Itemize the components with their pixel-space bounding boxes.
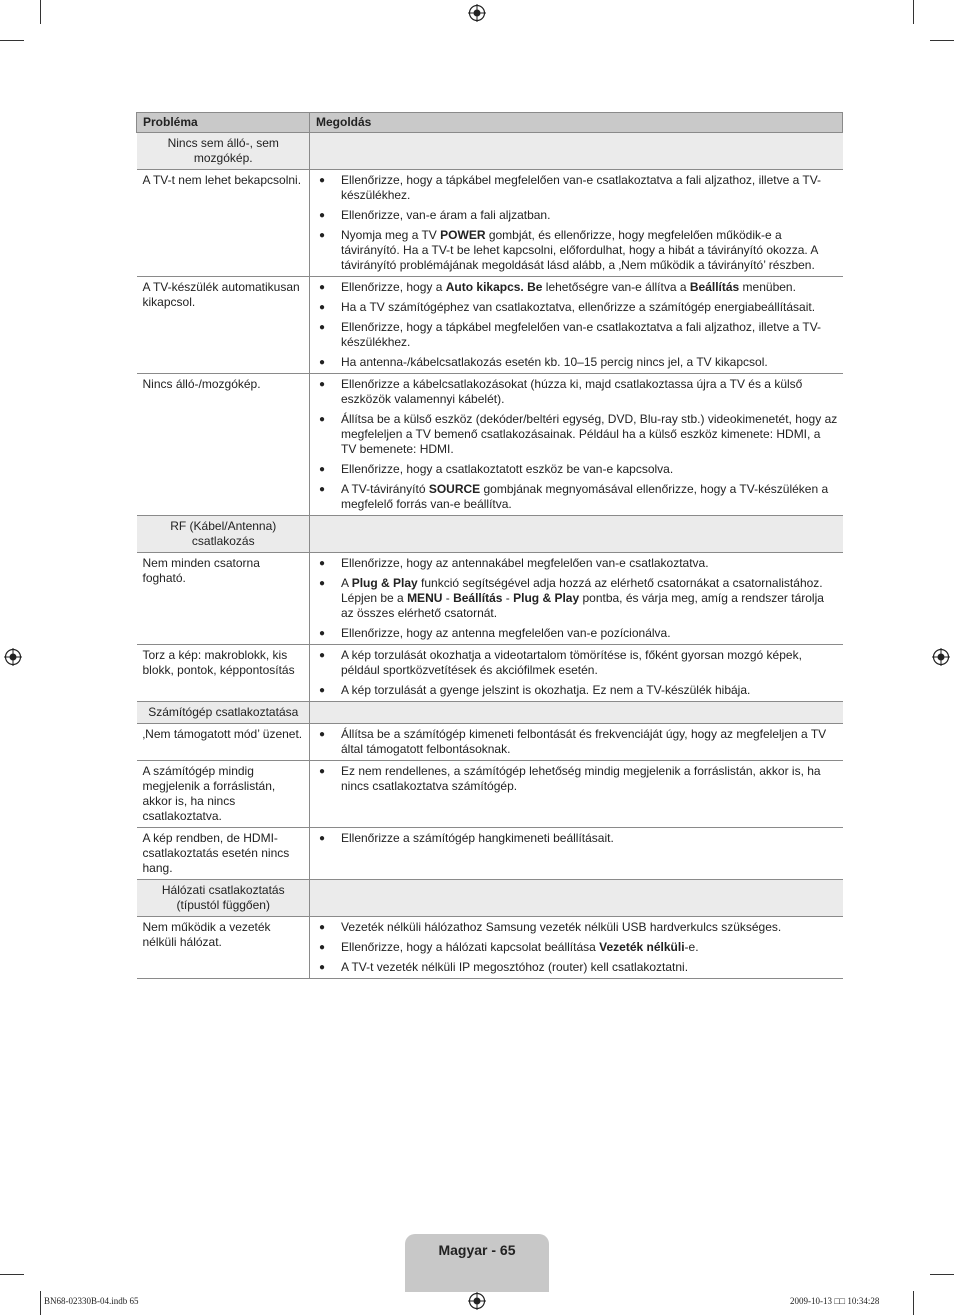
- solution-item: ● Ellenőrizze, hogy az antenna megfelelően van-e pozícionálva.: [316, 626, 838, 641]
- solution-list: [316, 173, 838, 273]
- solution-cell: [310, 553, 843, 645]
- table-row: [137, 917, 843, 979]
- solution-item: ● A kép torzulását a gyenge jelszint is okozhatja. Ez nem a TV-készülék hibája.: [316, 683, 838, 698]
- registration-mark-icon: [932, 648, 950, 666]
- registration-mark-icon: [468, 4, 486, 22]
- solution-cell: [310, 702, 843, 724]
- section-title: Hálózati csatlakoztatás (típustól függően): [137, 880, 310, 917]
- solution-list: [316, 377, 838, 512]
- table-row: [137, 170, 843, 277]
- solution-item: ● Ellenőrizze, hogy a Auto kikapcs. Be lehetőségre van-e állítva a Beállítás menüben.: [316, 280, 838, 295]
- solution-cell: [310, 761, 843, 828]
- solution-cell: [310, 170, 843, 277]
- solution-cell: [310, 880, 843, 917]
- solution-item: ● Ellenőrizze, van-e áram a fali aljzatban.: [316, 208, 838, 223]
- registration-mark-icon: [468, 1292, 486, 1310]
- table-row: [137, 645, 843, 702]
- solution-item: ● Ha antenna-/kábelcsatlakozás esetén kb. 10–15 percig nincs jel, a TV kikapcsol.: [316, 355, 838, 370]
- crop-mark: [930, 40, 954, 41]
- table-body: [137, 133, 843, 979]
- solution-cell: [310, 828, 843, 880]
- crop-mark: [40, 0, 41, 24]
- section-row: [137, 133, 843, 170]
- solution-item: ● Ellenőrizze, hogy az antennakábel megfelelően van-e csatlakoztatva.: [316, 556, 838, 571]
- crop-mark: [0, 1274, 24, 1275]
- file-info: BN68-02330B-04.indb 65: [44, 1296, 139, 1306]
- solution-list: [316, 648, 838, 698]
- problem-cell: A TV-készülék automatikusan kikapcsol.: [137, 277, 310, 374]
- solution-item: ● A TV-távirányító SOURCE gombjának megnyomásával ellenőrizze, hogy a TV-készüléken a megfelelő forrás van-e beállítva.: [316, 482, 838, 512]
- table-row: [137, 277, 843, 374]
- solution-item: ● Ellenőrizze, hogy a tápkábel megfelelően van-e csatlakoztatva a fali aljzathoz, illetve a TV-készülékhez.: [316, 173, 838, 203]
- table-row: [137, 553, 843, 645]
- crop-mark: [0, 40, 24, 41]
- table-row: [137, 724, 843, 761]
- table-row: [137, 828, 843, 880]
- solution-list: [316, 727, 838, 757]
- solution-cell: [310, 133, 843, 170]
- table-row: [137, 374, 843, 516]
- solution-cell: [310, 374, 843, 516]
- section-row: [137, 880, 843, 917]
- section-title: Nincs sem álló-, sem mozgókép.: [137, 133, 310, 170]
- section-row: [137, 702, 843, 724]
- solution-cell: [310, 917, 843, 979]
- table-row: [137, 761, 843, 828]
- solution-item: ● Ellenőrizze, hogy a csatlakoztatott eszköz be van-e kapcsolva.: [316, 462, 838, 477]
- problem-cell: A számítógép mindig megjelenik a forráslistán, akkor is, ha nincs csatlakoztatva.: [137, 761, 310, 828]
- crop-mark: [930, 1274, 954, 1275]
- section-title: Számítógép csatlakoztatása: [137, 702, 310, 724]
- solution-cell: [310, 645, 843, 702]
- solution-item: ● Ellenőrizze, hogy a tápkábel megfelelően van-e csatlakoztatva a fali aljzathoz, illetve a TV-készülékhez.: [316, 320, 838, 350]
- crop-mark: [913, 1291, 914, 1315]
- solution-item: ● Állítsa be a külső eszköz (dekóder/beltéri egység, DVD, Blu-ray stb.) videokimenetét, hogy az megfeleljen a TV bemenő csatlakozásainak. Például ha a külső eszköz kimenete: HDMI, a TV bemenete: HDMI.: [316, 412, 838, 457]
- solution-item: ● A kép torzulását okozhatja a videotartalom tömörítése is, főként gyorsan mozgó képek, például sportközvetítések és akciófilmek esetén.: [316, 648, 838, 678]
- header-problem: Probléma: [137, 113, 310, 133]
- problem-cell: Nincs álló-/mozgókép.: [137, 374, 310, 516]
- solution-item: ● Ellenőrizze a kábelcsatlakozásokat (húzza ki, majd csatlakoztassa újra a TV és a külső eszközök valamennyi kábelét).: [316, 377, 838, 407]
- solution-item: ● Ellenőrizze a számítógép hangkimeneti beállításait.: [316, 831, 838, 846]
- problem-cell: Torz a kép: makroblokk, kis blokk, pontok, képpontosítás: [137, 645, 310, 702]
- problem-cell: A TV-t nem lehet bekapcsolni.: [137, 170, 310, 277]
- solution-item: ● Nyomja meg a TV POWER gombját, és ellenőrizze, hogy megfelelően működik-e a távirányító. Ha a TV-t be lehet kapcsolni, előfordulhat, hogy a hibát a távirányító okozza. A távirányító problémájának megoldását lásd alább, a ‚Nem működik a távirányító’ részben.: [316, 228, 838, 273]
- crop-mark: [913, 0, 914, 24]
- page-label: Magyar - 65: [438, 1242, 516, 1258]
- registration-mark-icon: [4, 648, 22, 666]
- print-timestamp: 2009-10-13 □□ 10:34:28: [790, 1296, 880, 1306]
- solution-item: ● Ha a TV számítógéphez van csatlakoztatva, ellenőrizze a számítógép energiabeállításait.: [316, 300, 838, 315]
- problem-cell: Nem minden csatorna fogható.: [137, 553, 310, 645]
- solution-item: ● A TV-t vezeték nélküli IP megosztóhoz (router) kell csatlakoztatni.: [316, 960, 838, 975]
- solution-cell: [310, 724, 843, 761]
- header-solution: Megoldás: [310, 113, 843, 133]
- troubleshooting-table: [136, 112, 843, 979]
- solution-cell: [310, 516, 843, 553]
- solution-cell: [310, 277, 843, 374]
- section-title: RF (Kábel/Antenna) csatlakozás: [137, 516, 310, 553]
- problem-cell: A kép rendben, de HDMI-csatlakoztatás esetén nincs hang.: [137, 828, 310, 880]
- solution-item: ● Ellenőrizze, hogy a hálózati kapcsolat beállítása Vezeték nélküli-e.: [316, 940, 838, 955]
- solution-list: [316, 831, 838, 846]
- solution-item: ● Ez nem rendellenes, a számítógép lehetőség mindig megjelenik a forráslistán, akkor is, ha nincs csatlakoztatva számítógép.: [316, 764, 838, 794]
- solution-item: ● Vezeték nélküli hálózathoz Samsung vezeték nélküli USB hardverkulcs szükséges.: [316, 920, 838, 935]
- solution-item: ● Állítsa be a számítógép kimeneti felbontását és frekvenciáját úgy, hogy az megfeleljen a TV által támogatott felbontásoknak.: [316, 727, 838, 757]
- solution-list: [316, 280, 838, 370]
- table-header-row: [137, 113, 843, 133]
- page-number-badge: [405, 1234, 549, 1292]
- solution-list: [316, 920, 838, 975]
- problem-cell: ‚Nem támogatott mód’ üzenet.: [137, 724, 310, 761]
- crop-mark: [40, 1291, 41, 1315]
- solution-item: ● A Plug & Play funkció segítségével adja hozzá az elérhető csatornákat a csatornalistához. Lépjen be a MENU - Beállítás - Plug & Play pontba, és várja meg, amíg a rendszer tárolja az összes elérhető csatornát.: [316, 576, 838, 621]
- solution-list: [316, 556, 838, 641]
- problem-cell: Nem működik a vezeték nélküli hálózat.: [137, 917, 310, 979]
- section-row: [137, 516, 843, 553]
- solution-list: [316, 764, 838, 794]
